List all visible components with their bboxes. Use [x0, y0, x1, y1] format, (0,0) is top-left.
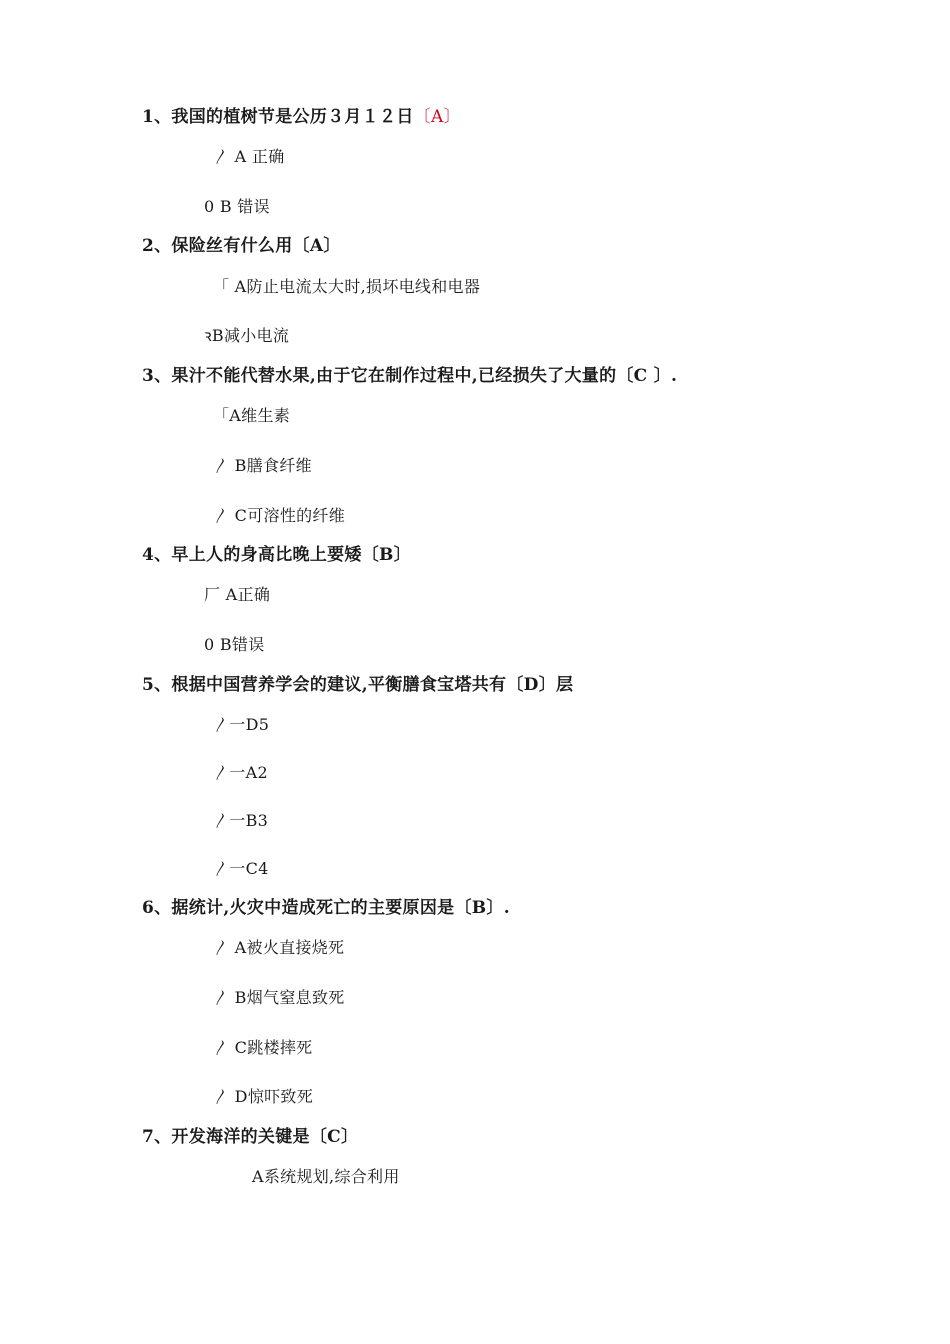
- question-5-option-c: 〳一C4: [213, 859, 269, 878]
- question-1-option-a: 〳 A 正确: [213, 147, 285, 166]
- question-5: 5、根据中国营养学会的建议,平衡膳食宝塔共有〔D〕层: [142, 675, 574, 695]
- question-5-option-d: 〳一D5: [213, 715, 270, 734]
- question-6-option-c: 〳 C跳楼摔死: [213, 1038, 313, 1057]
- question-6-option-b: 〳 B烟气窒息致死: [213, 988, 345, 1007]
- question-1-answer: 〔A〕: [413, 107, 461, 127]
- question-4-option-b: 0 B错误: [204, 635, 265, 654]
- question-2-option-a: 「 A防止电流太大时,损坏电线和电器: [213, 277, 481, 296]
- question-5-option-a: 〳一A2: [213, 763, 268, 782]
- question-3-option-c: 〳 C可溶性的纤维: [213, 506, 346, 525]
- question-2: 2、保险丝有什么用〔A〕: [142, 236, 341, 256]
- question-6-option-a: 〳 A被火直接烧死: [213, 938, 345, 957]
- question-6: 6、据统计,火灾中造成死亡的主要原因是〔B〕.: [142, 898, 510, 918]
- question-6-option-d: 〳 D惊吓致死: [213, 1087, 314, 1106]
- question-1-text: 1、我国的植树节是公历３月１２日: [142, 107, 414, 127]
- question-1: [142, 109, 461, 126]
- question-7: 7、开发海洋的关键是〔C〕: [142, 1127, 359, 1147]
- question-3-option-a: 「A维生素: [213, 406, 291, 425]
- question-2-option-b: ꝛB减小电流: [204, 326, 290, 345]
- question-1-option-b: 0 B 错误: [204, 197, 270, 216]
- question-4-option-a: 厂 A正确: [204, 585, 271, 604]
- question-7-option-a: A系统规划,综合利用: [252, 1167, 400, 1186]
- question-3: 3、果汁不能代替水果,由于它在制作过程中,已经损失了大量的〔C 〕.: [142, 366, 678, 386]
- question-3-option-b: 〳 B膳食纤维: [213, 456, 312, 475]
- question-4: 4、早上人的身高比晚上要矮〔B〕: [142, 545, 411, 565]
- question-5-option-b: 〳一B3: [213, 811, 269, 830]
